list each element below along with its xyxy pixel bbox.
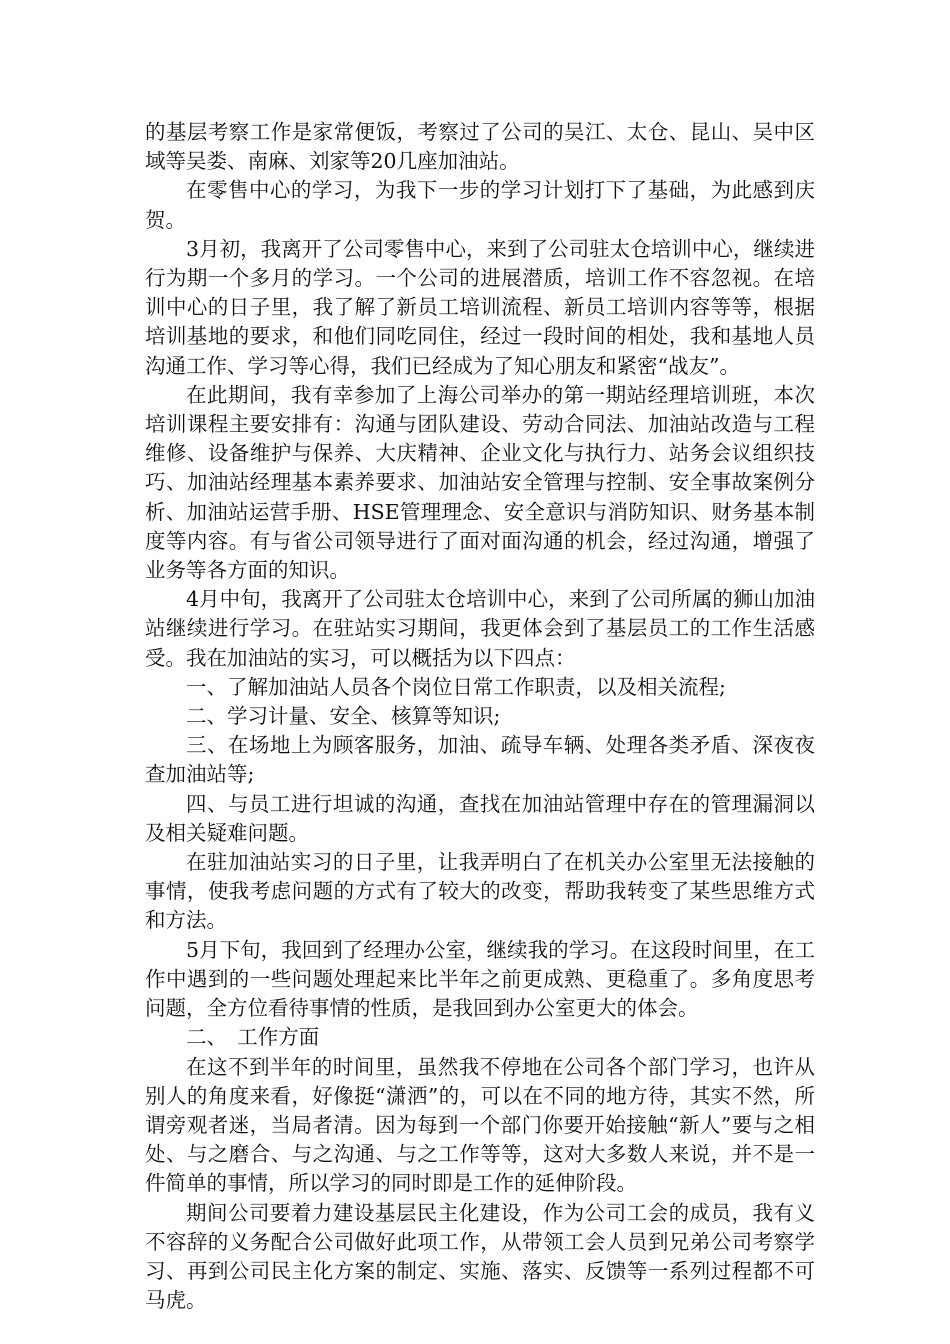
paragraph: 在此期间，我有幸参加了上海公司举办的第一期站经理培训班，本次培训课程主要安排有：沟通与团队建设、劳动合同法、加油站改造与工程维修、设备维护与保养、大庆精神、企业文化与执行力、站务会议组织技巧、加油站经理基本素养要求、加油站安全管理与控制、安全事故案例分析、加油站运营手册、HSE管理理念、安全意识与消防知识、财务基本制度等内容。有与省公司领导进行了面对面沟通的机会，经过沟通，增强了业务等各方面的知识。 (145, 382, 815, 583)
paragraph: 3月初，我离开了公司零售中心，来到了公司驻太仓培训中心，继续进行为期一个多月的学习。一个公司的进展潜质，培训工作不容忽视。在培训中心的日子里，我了解了新员工培训流程、新员工培训内容等等，根据培训基地的要求，和他们同吃同住，经过一段时间的相处，我和基地人员沟通工作、学习等心得，我们已经成为了知心朋友和紧密“战友”。 (145, 236, 815, 378)
list-item: 三、在场地上为顾客服务，加油、疏导车辆、处理各类矛盾、深夜夜查加油站等; (145, 733, 815, 787)
list-item: 一、了解加油站人员各个岗位日常工作职责，以及相关流程; (186, 674, 726, 699)
section-heading: 二、 工作方面 (186, 1025, 320, 1050)
paragraph: 在这不到半年的时间里，虽然我不停地在公司各个部门学习，也许从别人的角度来看，好像挺“潇洒”的，可以在不同的地方待，其实不然，所谓旁观者迷，当局者清。因为每到一个部门你要开始接触“新人”要与之相处、与之磨合、与之沟通、与之工作等等，这对大多数人来说，并不是一件简单的事情，所以学习的同时即是工作的延伸阶段。 (145, 1054, 815, 1196)
document-body (145, 118, 815, 1315)
list-item: 四、与员工进行坦诚的沟通，查找在加油站管理中存在的管理漏洞以及相关疑难问题。 (145, 791, 815, 845)
paragraph: 的基层考察工作是家常便饭，考察过了公司的吴江、太仓、昆山、吴中区域等吴娄、南麻、刘家等20几座加油站。 (145, 120, 815, 174)
paragraph: 5月下旬，我回到了经理办公室，继续我的学习。在这段时间里，在工作中遇到的一些问题处理起来比半年之前更成熟、更稳重了。多角度思考问题，全方位看待事情的性质，是我回到办公室更大的体会。 (145, 937, 815, 1021)
paragraph: 4月中旬，我离开了公司驻太仓培训中心，来到了公司所属的狮山加油站继续进行学习。在驻站实习期间，我更体会到了基层员工的工作生活感受。我在加油站的实习，可以概括为以下四点： (145, 587, 815, 670)
paragraph: 期间公司要着力建设基层民主化建设，作为公司工会的成员，我有义不容辞的义务配合公司做好此项工作，从带领工会人员到兄弟公司考察学习、再到公司民主化方案的制定、实施、落实、反馈等一系列过程都不可马虎。 (145, 1200, 815, 1313)
paragraph: 在驻加油站实习的日子里，让我弄明白了在机关办公室里无法接触的事情，使我考虑问题的方式有了较大的改变，帮助我转变了某些思维方式和方法。 (145, 850, 815, 933)
paragraph: 在零售中心的学习，为我下一步的学习计划打下了基础，为此感到庆贺。 (145, 178, 815, 232)
list-item: 二、学习计量、安全、核算等知识; (186, 704, 501, 729)
